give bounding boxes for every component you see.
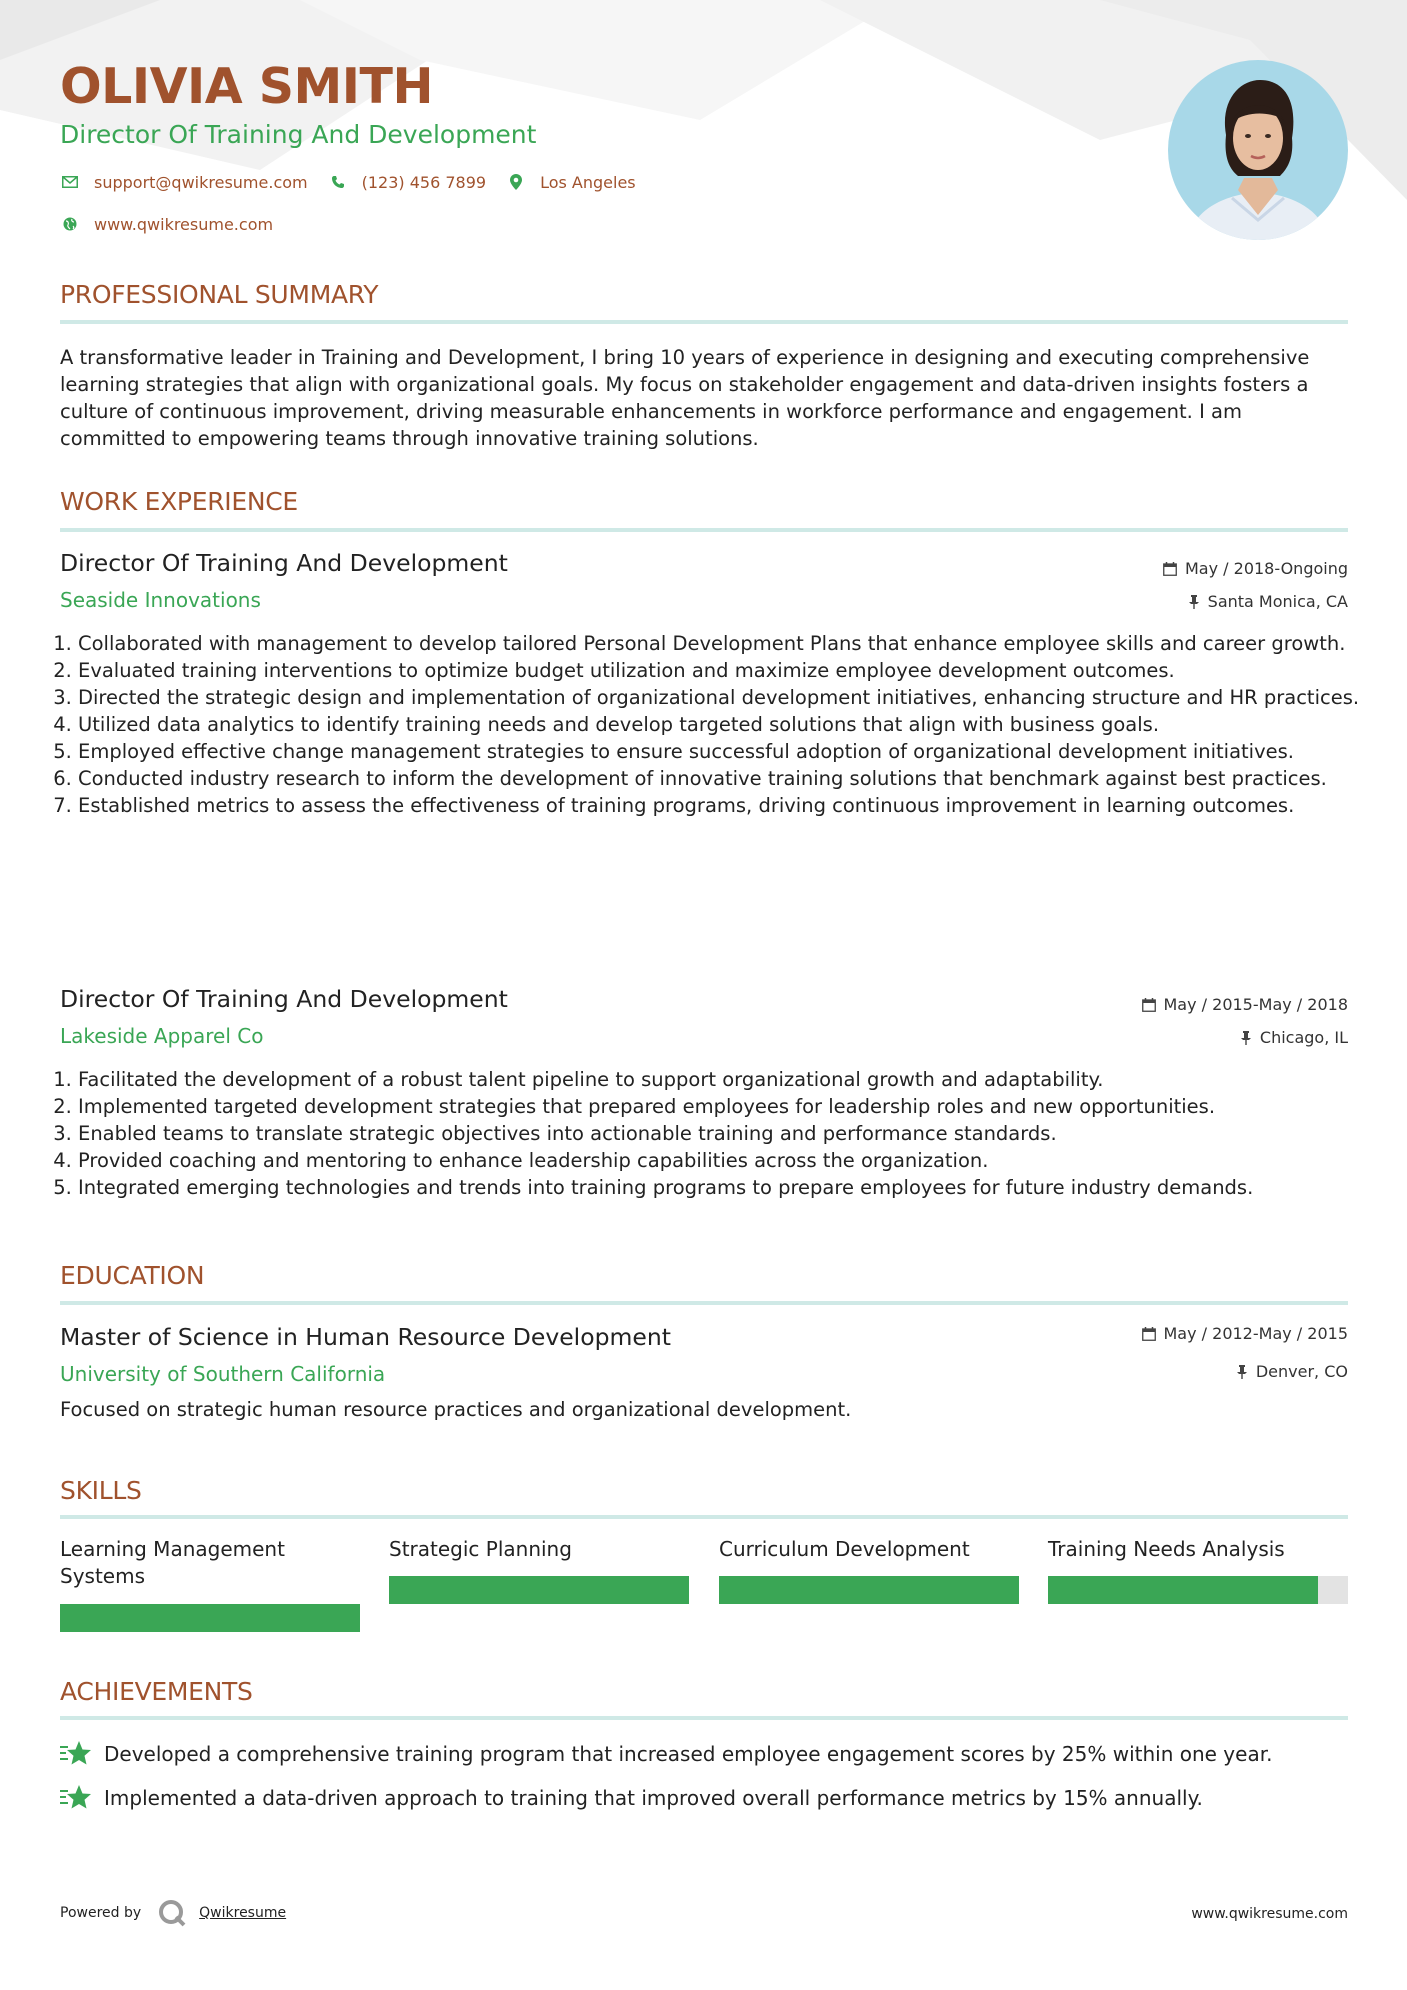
skill-name: Strategic Planning	[389, 1537, 572, 1561]
list-item: 4. Utilized data analytics to identify training needs and develop targeted solutions that align with business goals.	[78, 711, 1366, 738]
skill-level-bar	[60, 1604, 360, 1632]
education-location-text: Denver, CO	[1255, 1362, 1348, 1381]
list-item: 3. Enabled teams to translate strategic objectives into actionable training and performance standards.	[78, 1120, 1366, 1147]
education-dates	[1142, 1324, 1349, 1343]
calendar-icon	[1142, 998, 1156, 1012]
website-row	[60, 214, 293, 234]
education-location	[1236, 1362, 1348, 1381]
envelope-icon	[60, 172, 80, 192]
pushpin-icon	[1188, 595, 1200, 609]
calendar-icon	[1142, 1327, 1156, 1341]
summary-text: A transformative leader in Training and Development, I bring 10 years of experience in designing and executing comprehensive learning strategies that align with organizational goals. My focus on stakeholder engagement and data-driven insights fosters a culture of continuous improvement, driving measurable enhancements in workforce performance and engagement. I am committed to empowering teams through innovative training solutions.	[60, 346, 1310, 450]
skill-level-bar	[389, 1576, 689, 1604]
skill-name: Curriculum Development	[719, 1537, 970, 1561]
list-item: 6. Conducted industry research to inform the development of innovative training solutions that benchmark against best practices.	[78, 765, 1366, 792]
footer-website-link[interactable]: www.qwikresume.com	[1191, 1906, 1348, 1922]
skills-divider	[60, 1515, 1348, 1519]
job-dates	[1142, 995, 1349, 1014]
degree-title: Master of Science in Human Resource Development	[60, 1323, 671, 1351]
list-item: 1. Collaborated with management to develop tailored Personal Development Plans that enhance employee skills and career growth.	[78, 630, 1366, 657]
list-item: 5. Employed effective change management strategies to ensure successful adoption of organizational development initiatives.	[78, 738, 1366, 765]
job-dates	[1163, 559, 1348, 578]
qwikresume-logo-icon	[157, 1898, 187, 1928]
star-icon	[60, 1739, 92, 1769]
footer-powered-by	[60, 1898, 286, 1928]
phone-number: (123) 456 7899	[361, 172, 487, 192]
job-location	[1188, 592, 1348, 611]
school-name: University of Southern California	[60, 1362, 386, 1386]
list-item: 2. Implemented targeted development strategies that prepared employees for leadership roles and new opportunities.	[78, 1093, 1366, 1120]
map-pin-icon	[506, 172, 526, 192]
skill-item	[719, 1536, 1019, 1563]
summary-divider	[60, 320, 1348, 324]
achievement-text: Developed a comprehensive training program that increased employee engagement scores by 25% within one year.	[104, 1742, 1273, 1766]
location-text: Los Angeles	[540, 172, 636, 192]
skill-item	[60, 1536, 360, 1590]
list-item: 4. Provided coaching and mentoring to enhance leadership capabilities across the organization.	[78, 1147, 1366, 1174]
star-icon	[60, 1783, 92, 1813]
list-item: 7. Established metrics to assess the effectiveness of training programs, driving continuous improvement in learning outcomes.	[78, 792, 1366, 819]
summary-heading: PROFESSIONAL SUMMARY	[60, 280, 379, 309]
calendar-icon	[1163, 562, 1177, 576]
list-item: 2. Evaluated training interventions to optimize budget utilization and maximize employee development outcomes.	[78, 657, 1366, 684]
skills-heading: SKILLS	[60, 1476, 142, 1505]
job-location-text: Santa Monica, CA	[1207, 592, 1348, 611]
job-location	[1240, 1028, 1348, 1047]
company-name: Lakeside Apparel Co	[60, 1024, 264, 1048]
job-dates-text: May / 2015-May / 2018	[1163, 995, 1348, 1014]
skill-name: Learning Management Systems	[60, 1537, 285, 1588]
skill-level-fill	[389, 1576, 689, 1604]
job-dates-text: May / 2018-Ongoing	[1185, 559, 1348, 578]
qwikresume-link[interactable]: Qwikresume	[199, 1905, 287, 1921]
skill-name: Training Needs Analysis	[1048, 1537, 1285, 1561]
skill-level-fill	[719, 1576, 1019, 1604]
skill-item	[1048, 1536, 1348, 1563]
skill-level-bar	[1048, 1576, 1348, 1604]
achievement-item	[60, 1783, 1203, 1813]
skill-level-bar	[719, 1576, 1019, 1604]
job-duties-list	[60, 1066, 1366, 1201]
profile-photo	[1168, 60, 1348, 240]
company-name: Seaside Innovations	[60, 588, 261, 612]
achievement-item	[60, 1739, 1272, 1769]
job-duties-list	[60, 630, 1366, 819]
phone-icon	[328, 172, 348, 192]
achievements-divider	[60, 1716, 1348, 1720]
candidate-name: OLIVIA SMITH	[60, 58, 433, 115]
skill-level-fill	[60, 1604, 360, 1632]
job-location-text: Chicago, IL	[1259, 1028, 1348, 1047]
list-item: 3. Directed the strategic design and implementation of organizational development initiatives, enhancing structure and HR practices.	[78, 684, 1366, 711]
education-heading: EDUCATION	[60, 1261, 205, 1290]
candidate-title: Director Of Training And Development	[60, 120, 537, 149]
list-item: 5. Integrated emerging technologies and trends into training programs to prepare employees for future industry demands.	[78, 1174, 1366, 1201]
email-link[interactable]: support@qwikresume.com	[94, 172, 308, 192]
experience-heading: WORK EXPERIENCE	[60, 487, 298, 516]
achievements-heading: ACHIEVEMENTS	[60, 1677, 253, 1706]
pushpin-icon	[1236, 1365, 1248, 1379]
job-title: Director Of Training And Development	[60, 549, 508, 577]
job-title: Director Of Training And Development	[60, 985, 508, 1013]
skill-level-fill	[1048, 1576, 1318, 1604]
achievement-text: Implemented a data-driven approach to training that improved overall performance metrics by 15% annually.	[104, 1786, 1203, 1810]
powered-by-label: Powered by	[60, 1905, 142, 1921]
skill-item	[389, 1536, 689, 1563]
education-divider	[60, 1301, 1348, 1305]
education-description: Focused on strategic human resource practices and organizational development.	[60, 1398, 852, 1421]
contact-row	[60, 172, 656, 192]
list-item: 1. Facilitated the development of a robust talent pipeline to support organizational growth and adaptability.	[78, 1066, 1366, 1093]
experience-divider	[60, 528, 1348, 532]
pushpin-icon	[1240, 1031, 1252, 1045]
education-dates-text: May / 2012-May / 2015	[1163, 1324, 1348, 1343]
globe-icon	[60, 214, 80, 234]
website-link[interactable]: www.qwikresume.com	[94, 214, 274, 234]
